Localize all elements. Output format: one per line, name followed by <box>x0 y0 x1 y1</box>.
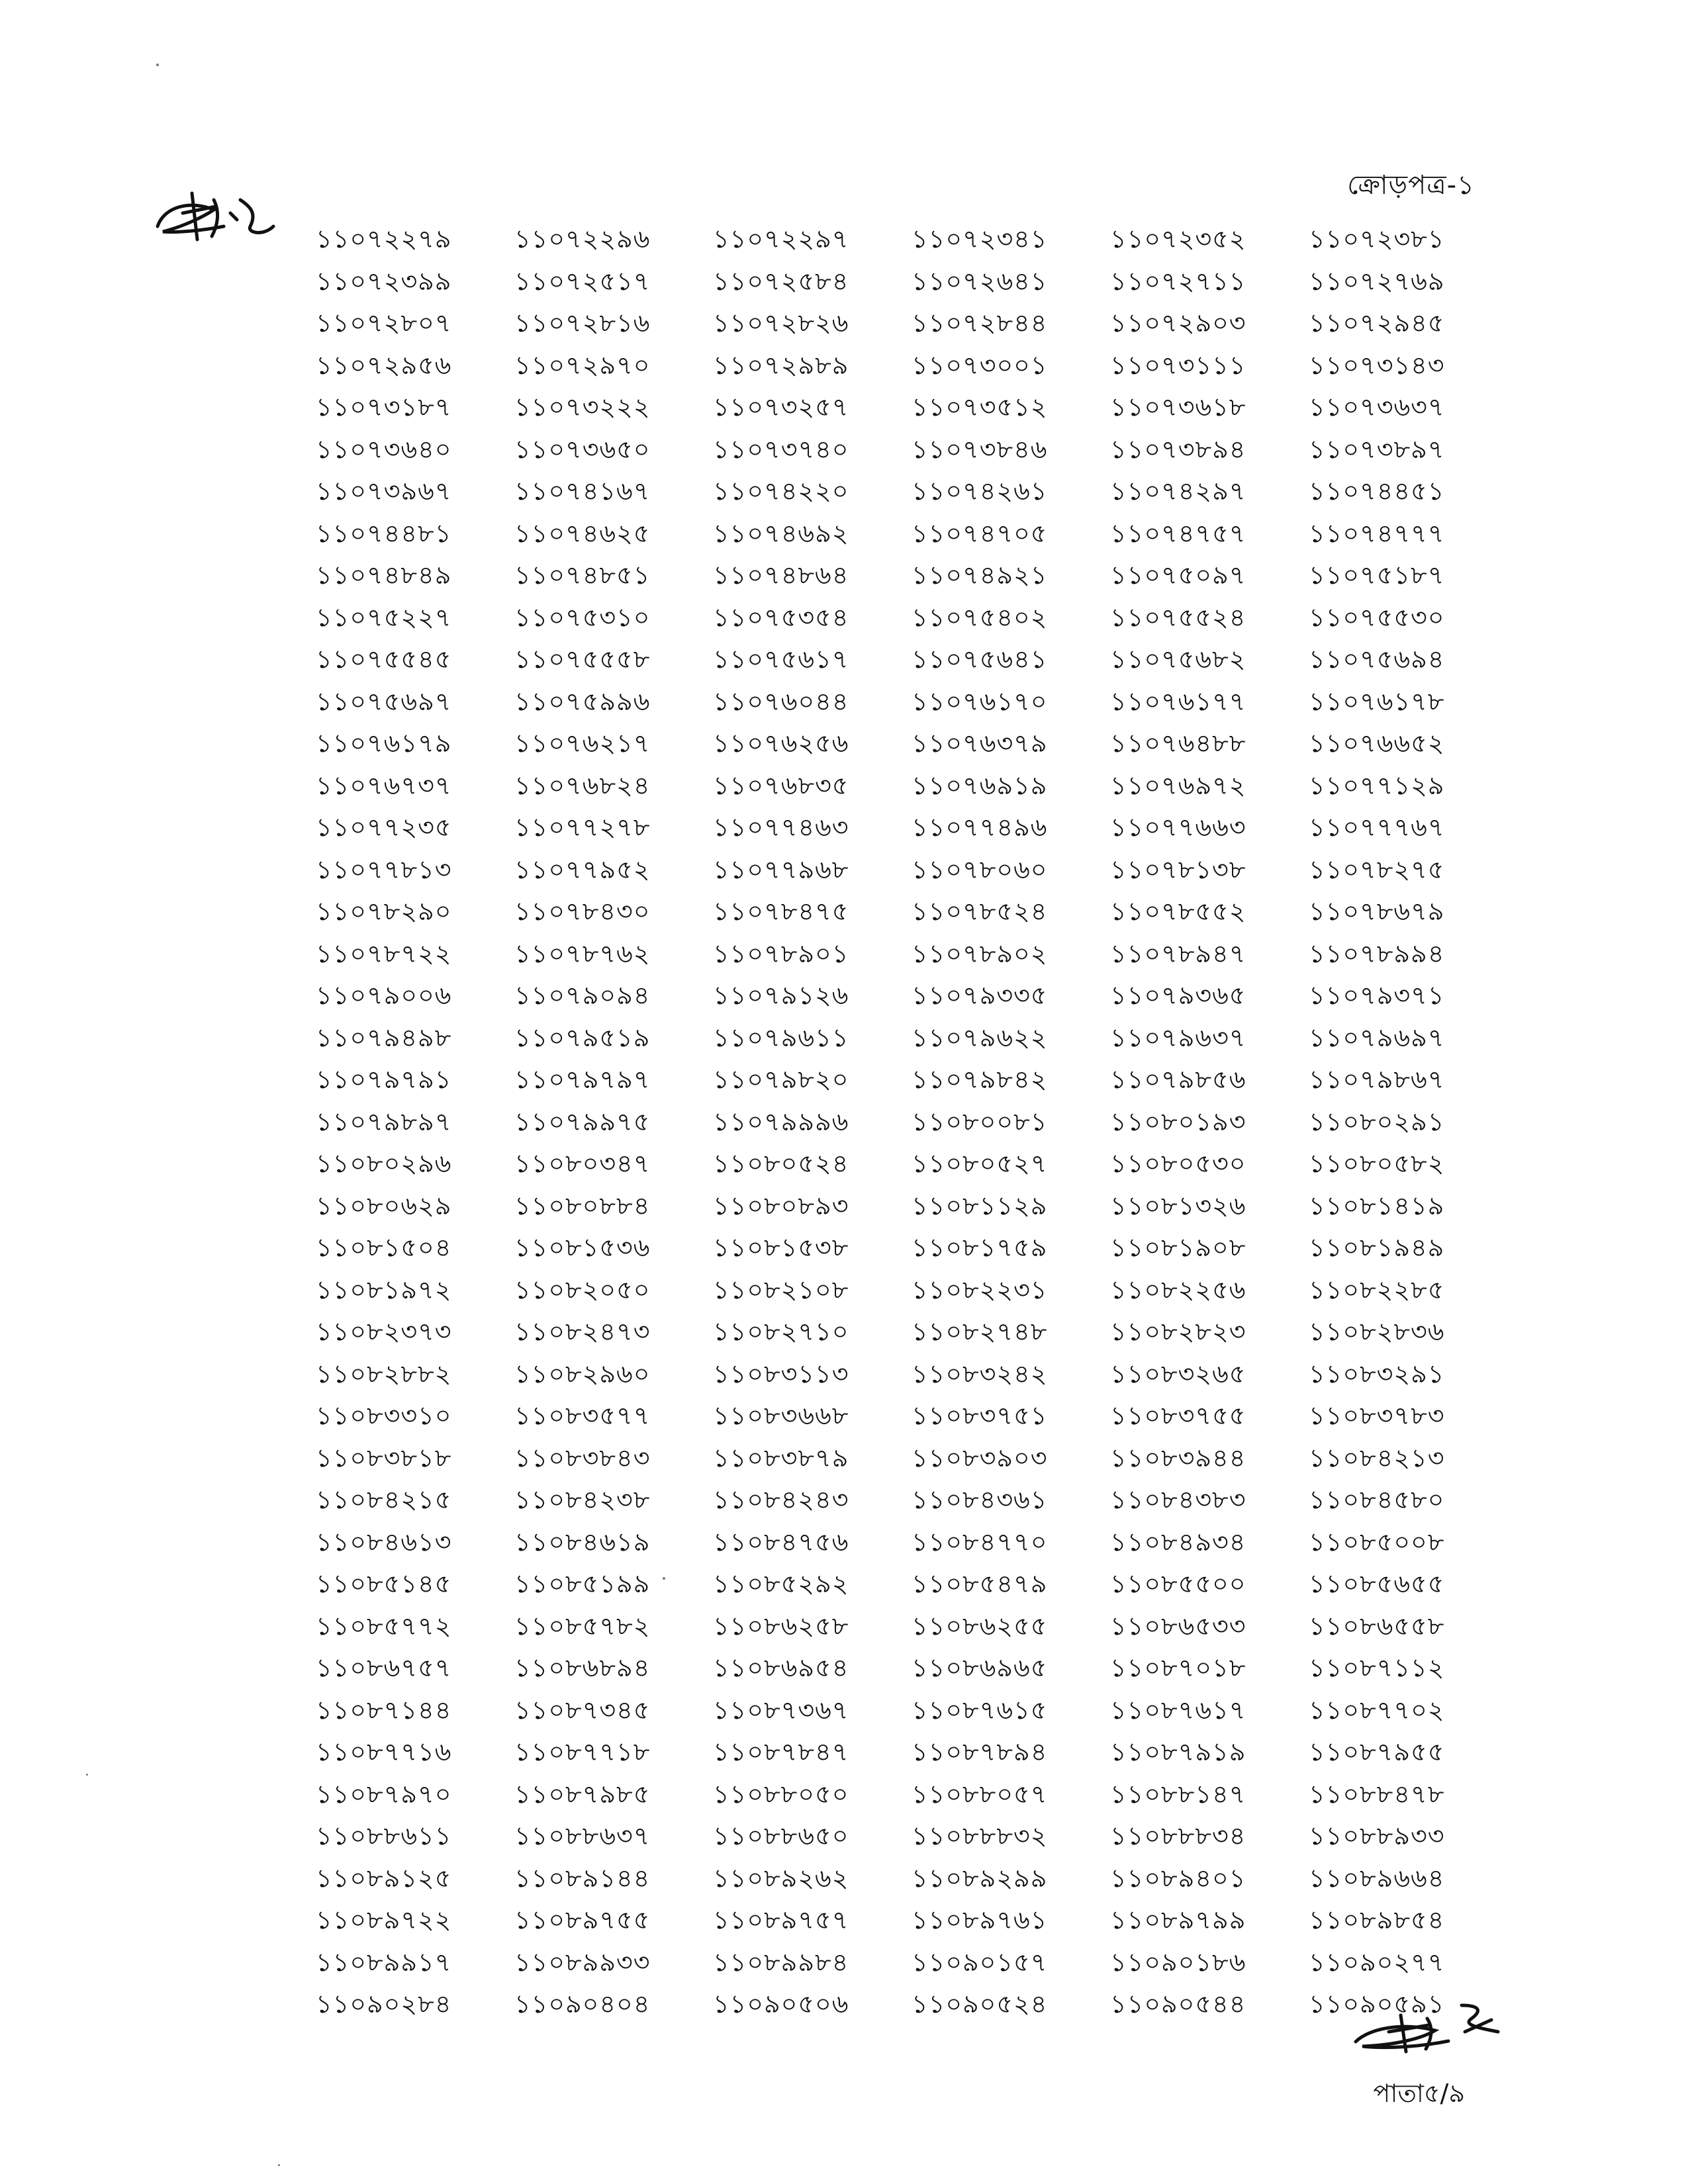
roll-number: ১১০৭৩২৫৭ <box>713 392 849 422</box>
roll-number: ১১০৭৫৫৪৫ <box>316 645 452 674</box>
roll-number: ১১০৮৩৮৭৯ <box>713 1443 849 1473</box>
roll-number: ১১০৭৪৭০৫ <box>912 518 1048 548</box>
roll-number: ১১০৭৫৬৪১ <box>912 645 1048 674</box>
roll-number: ১১০৭৯৮৬৭ <box>1309 1065 1445 1094</box>
roll-number: ১১০৮২৮২৩ <box>1110 1317 1246 1346</box>
roll-number: ১১০৭৯৯৭৫ <box>514 1107 651 1136</box>
roll-number: ১১০৮৫২৯২ <box>713 1569 849 1598</box>
roll-number: ১১০৭৪৭৭৭ <box>1309 518 1445 548</box>
roll-number: ১১০৮২৩৭৩ <box>316 1317 452 1346</box>
roll-number: ১১০৮৩৭৫৫ <box>1110 1401 1246 1430</box>
roll-number: ১১০৮১৩২৬ <box>1110 1191 1246 1220</box>
roll-number: ১১০৭৬৯৭২ <box>1110 770 1246 800</box>
roll-number: ১১০৭৭৪৬৩ <box>713 813 849 842</box>
roll-number: ১১০৭৫৩৫৪ <box>713 602 849 632</box>
roll-number: ১১০৭৯০০৬ <box>316 981 452 1010</box>
page-number: পাতা৫/৯ <box>1373 2079 1465 2108</box>
roll-number: ১১০৮৩৯০৩ <box>912 1443 1048 1473</box>
roll-number: ১১০৮০৮৯৩ <box>713 1191 849 1220</box>
roll-number: ১১০৮১৫০৪ <box>316 1233 452 1262</box>
roll-number: ১১০৭২৭১১ <box>1110 266 1246 296</box>
roll-number: ১১০৮১১২৯ <box>912 1191 1048 1220</box>
roll-number: ১১০৮১৫৩৬ <box>514 1233 651 1262</box>
roll-number: ১১০৮১৫৩৮ <box>713 1233 849 1262</box>
roll-number: ১১০৮৭৬১৭ <box>1110 1695 1246 1725</box>
roll-number: ১১০৮৪৭৭০ <box>912 1527 1048 1557</box>
roll-number: ১১০৭৪৬২৫ <box>514 518 651 548</box>
roll-number: ১১০৭৪৮৫১ <box>514 561 651 590</box>
roll-number: ১১০৮৩২৬৫ <box>1110 1359 1246 1388</box>
roll-number: ১১০৮০৫৩০ <box>1110 1149 1246 1178</box>
roll-number: ১১০৭৬৪৮৮ <box>1110 729 1246 758</box>
roll-number: ১১০৭৬২৫৬ <box>713 729 849 758</box>
roll-number: ১১০৭৫০৯৭ <box>1110 561 1246 590</box>
roll-number: ১১০৮৮১৪৭ <box>1110 1779 1246 1809</box>
roll-number: ১১০৮৯৯৮৪ <box>713 1947 849 1977</box>
roll-number: ১১০৭৯৭৯১ <box>316 1065 452 1094</box>
roll-number: ১১০৮৩৫৭৭ <box>514 1401 651 1430</box>
roll-number: ১১০৮৬৯৫৪ <box>713 1653 849 1682</box>
roll-number: ১১০৭৩৬১৮ <box>1110 392 1246 422</box>
roll-number: ১১০৭৯৬৯৭ <box>1309 1023 1445 1052</box>
roll-number: ১১০৮০৮৮৪ <box>514 1191 651 1220</box>
roll-number: ১১০৮৯৯৩৩ <box>514 1947 651 1977</box>
roll-number: ১১০৭২২৯৬ <box>514 224 651 253</box>
roll-number: ১১০৭৭২৩৫ <box>316 813 452 842</box>
roll-number: ১১০৭৫১৮৭ <box>1309 561 1445 590</box>
roll-number: ১১০৭৫৬৮২ <box>1110 645 1246 674</box>
roll-number: ১১০৮২২৫৬ <box>1110 1275 1246 1304</box>
roll-number: ১১০৮০০৮১ <box>912 1107 1048 1136</box>
roll-number: ১১০৭৩০০১ <box>912 350 1048 380</box>
roll-number: ১১০৮৫৭৭২ <box>316 1611 452 1641</box>
roll-number: ১১০৯০১৫৭ <box>912 1947 1048 1977</box>
roll-number: ১১০৭৬৩৭৯ <box>912 729 1048 758</box>
roll-number: ১১০৭৯৮২০ <box>713 1065 849 1094</box>
roll-number: ১১০৭৫৫৩০ <box>1309 602 1445 632</box>
roll-number: ১১০৭৯৯৯৬ <box>713 1107 849 1136</box>
roll-number: ১১০৮২২৮৫ <box>1309 1275 1445 1304</box>
roll-number: ১১০৮৭৭১৬ <box>316 1737 452 1766</box>
roll-number: ১১০৭৬১৭৭ <box>1110 686 1246 716</box>
roll-number: ১১০৮৭৩৪৫ <box>514 1695 651 1725</box>
roll-number: ১১০৭৯৩৬৫ <box>1110 981 1246 1010</box>
roll-number: ১১০৭২৮২৬ <box>713 308 849 338</box>
roll-number: ১১০৮১৪১৯ <box>1309 1191 1445 1220</box>
roll-number: ১১০৭৮৫২৪ <box>912 897 1048 926</box>
roll-number: ১১০৭২৩৪১ <box>912 224 1048 253</box>
annex-label: ক্রোড়পত্র-১ <box>1347 170 1475 201</box>
roll-number: ১১০৮৭৯৫৫ <box>1309 1737 1445 1766</box>
roll-number: ১১০৭২৭৬৯ <box>1309 266 1445 296</box>
roll-number: ১১০৭৮৪৭৫ <box>713 897 849 926</box>
roll-number: ১১০৭৮৯৪৭ <box>1110 938 1246 968</box>
roll-number: ১১০৮৮৪৭৮ <box>1309 1779 1445 1809</box>
roll-number: ১১০৭৪৯২১ <box>912 561 1048 590</box>
roll-number-table <box>316 218 1507 2026</box>
roll-number: ১১০৮২৯৬০ <box>514 1359 651 1388</box>
roll-number: ১১০৮৩১১৩ <box>713 1359 849 1388</box>
roll-number: ১১০৭৬১৭৯ <box>316 729 452 758</box>
roll-number: ১১০৭৫৫৫৮ <box>514 645 651 674</box>
roll-number: ১১০৮৭৩৬৭ <box>713 1695 849 1725</box>
roll-number: ১১০৮৯২৬২ <box>713 1863 849 1893</box>
roll-number: ১১০৭৮০৬০ <box>912 854 1048 884</box>
roll-number: ১১০৭৯৩৭১ <box>1309 981 1445 1010</box>
roll-number: ১১০৭২৯৭০ <box>514 350 651 380</box>
roll-number: ১১০৭২৩৮১ <box>1309 224 1445 253</box>
roll-number: ১১০৭৭৪৯৬ <box>912 813 1048 842</box>
roll-number: ১১০৭৮২৯০ <box>316 897 452 926</box>
roll-number: ১১০৭৯৭৯৭ <box>514 1065 651 1094</box>
roll-number: ১১০৮৫৫০০ <box>1110 1569 1246 1598</box>
roll-number: ১১০৭৭৯৬৮ <box>713 854 849 884</box>
roll-number: ১১০৭৩১৮৭ <box>316 392 452 422</box>
roll-number: ১১০৮৩২৪২ <box>912 1359 1048 1388</box>
roll-number: ১১০৮৬৫৫৮ <box>1309 1611 1445 1641</box>
roll-number: ১১০৭৬৯১৯ <box>912 770 1048 800</box>
roll-number: ১১০৭৮৬৭৯ <box>1309 897 1445 926</box>
roll-number: ১১০৭৬৭৩৭ <box>316 770 452 800</box>
roll-number: ১১০৭৬৮২৪ <box>514 770 651 800</box>
roll-number: ১১০৮০২৯১ <box>1309 1107 1445 1136</box>
roll-number: ১১০৭৪৮৬৪ <box>713 561 849 590</box>
roll-number: ১১০৭৩৫১২ <box>912 392 1048 422</box>
roll-number: ১১০৮০২৯৬ <box>316 1149 452 1178</box>
roll-number: ১১০৮৭৮৯৪ <box>912 1737 1048 1766</box>
roll-number: ১১০৮৩২৯১ <box>1309 1359 1445 1388</box>
roll-number: ১১০৭৮২৭৫ <box>1309 854 1445 884</box>
roll-number: ১১০৭৯৮৯৭ <box>316 1107 452 1136</box>
roll-number: ১১০৭২৬৪১ <box>912 266 1048 296</box>
scan-speck <box>156 64 159 66</box>
roll-number: ১১০৭৭৮১৩ <box>316 854 452 884</box>
roll-number: ১১০৮৪৫৮০ <box>1309 1485 1445 1514</box>
roll-number: ১১০৮৪৭৫৬ <box>713 1527 849 1557</box>
roll-number: ১১০৭২৮৪৪ <box>912 308 1048 338</box>
roll-number: ১১০৮৪৩৮৩ <box>1110 1485 1246 1514</box>
roll-number: ১১০৮৯৭৯৯ <box>1110 1905 1246 1934</box>
roll-number: ১১০৮৮০৫৭ <box>912 1779 1048 1809</box>
roll-number: ১১০৮২২৩১ <box>912 1275 1048 1304</box>
roll-number: ১১০৭২২৭৯ <box>316 224 452 253</box>
roll-number: ১১০৮৯২৯৯ <box>912 1863 1048 1893</box>
roll-number: ১১০৮৫০০৮ <box>1309 1527 1445 1557</box>
roll-number: ১১০৮৩৮৪৩ <box>514 1443 651 1473</box>
roll-number: ১১০৭৯৮৪২ <box>912 1065 1048 1094</box>
roll-number: ১১০৭৪৬৯২ <box>713 518 849 548</box>
roll-number: ১১০৮৫১৪৫ <box>316 1569 452 1598</box>
roll-number: ১১০৮৪৯৩৪ <box>1110 1527 1246 1557</box>
roll-number: ১১০৮৩৭৫১ <box>912 1401 1048 1430</box>
roll-number: ১১০৭৫২২৭ <box>316 602 452 632</box>
roll-number: ১১০৮৪২৩৮ <box>514 1485 651 1514</box>
scan-speck <box>86 1774 88 1776</box>
roll-number: ১১০৭৬৬৫২ <box>1309 729 1445 758</box>
roll-number: ১১০৭৫৫২৪ <box>1110 602 1246 632</box>
roll-number: ১১০৭৮৭৬২ <box>514 938 651 968</box>
roll-number: ১১০৭৯৪৯৮ <box>316 1023 452 1052</box>
roll-number: ১১০৭৫৬৯৪ <box>1309 645 1445 674</box>
roll-number: ১১০৭৮৫৫২ <box>1110 897 1246 926</box>
roll-number: ১১০৭২৯৪৫ <box>1309 308 1445 338</box>
roll-number: ১১০৮৪২১৩ <box>1309 1443 1445 1473</box>
roll-number: ১১০৭৯০৯৪ <box>514 981 651 1010</box>
roll-number: ১১০৭৬১৭৮ <box>1309 686 1445 716</box>
roll-number: ১১০৮৯৪০১ <box>1110 1863 1246 1893</box>
roll-number: ১১০৮৮৮৩২ <box>912 1821 1048 1850</box>
roll-number: ১১০৭৩৯৬৭ <box>316 477 452 506</box>
roll-number: ১১০৮৬২৫৫ <box>912 1611 1048 1641</box>
roll-number: ১১০৯০৪০৪ <box>514 1989 651 2019</box>
roll-number: ১১০৭৫৩১০ <box>514 602 651 632</box>
roll-number: ১১০৮৭৯৭০ <box>316 1779 452 1809</box>
roll-number: ১১০৭৬২১৭ <box>514 729 651 758</box>
roll-number: ১১০৭৬০৪৪ <box>713 686 849 716</box>
roll-number: ১১০৭৪২২০ <box>713 477 849 506</box>
roll-number: ১১০৮৮৮৩৪ <box>1110 1821 1246 1850</box>
roll-number: ১১০৭৪২৬১ <box>912 477 1048 506</box>
roll-number: ১১০৮৯৭৫৫ <box>514 1905 651 1934</box>
roll-number: ১১০৭৩৭৪০ <box>713 434 849 464</box>
roll-number: ১১০৭২৫১৭ <box>514 266 651 296</box>
roll-number: ১১০৮৭৭০২ <box>1309 1695 1445 1725</box>
roll-number: ১১০৮১৯৪৯ <box>1309 1233 1445 1262</box>
roll-number: ১১০৭৮৪৩০ <box>514 897 651 926</box>
roll-number: ১১০৮৭০১৮ <box>1110 1653 1246 1682</box>
roll-number: ১১০৭৪৮৪৯ <box>316 561 452 590</box>
roll-number: ১১০৭৩১৪৩ <box>1309 350 1445 380</box>
roll-number: ১১০৭৩৮৯৭ <box>1309 434 1445 464</box>
roll-number: ১১০৭৩৮৯৪ <box>1110 434 1246 464</box>
roll-number: ১১০৮৮৬৫০ <box>713 1821 849 1850</box>
roll-number: ১১০৮৯৬৬৪ <box>1309 1863 1445 1893</box>
roll-number: ১১০৮৬৭৫৭ <box>316 1653 452 1682</box>
roll-number: ১১০৭৩৬৩৭ <box>1309 392 1445 422</box>
roll-number: ১১০৭৯৫১৯ <box>514 1023 651 1052</box>
roll-number: ১১০৮৬৮৯৪ <box>514 1653 651 1682</box>
roll-number: ১১০৭৮৯৯৪ <box>1309 938 1445 968</box>
roll-number: ১১০৮৭৯১৯ <box>1110 1737 1246 1766</box>
roll-number: ১১০৮৬২৫৮ <box>713 1611 849 1641</box>
roll-number: ১১০৯০২৭৭ <box>1309 1947 1445 1977</box>
roll-number: ১১০৭২৫৮৪ <box>713 266 849 296</box>
roll-number: ১১০৮৫১৯৯ <box>514 1569 651 1598</box>
roll-number: ১১০৮০৩৪৭ <box>514 1149 651 1178</box>
roll-number: ১১০৮২১০৮ <box>713 1275 849 1304</box>
roll-number: ১১০৭৮৭২২ <box>316 938 452 968</box>
roll-number: ১১০৭২৯৫৬ <box>316 350 452 380</box>
roll-number: ১১০৭৯৩৩৫ <box>912 981 1048 1010</box>
roll-number: ১১০৮৮৬১১ <box>316 1821 452 1850</box>
roll-number: ১১০৮৩৭৮৩ <box>1309 1401 1445 1430</box>
roll-number: ১১০৮০৫২৪ <box>713 1149 849 1178</box>
roll-number: ১১০৭৩৬৪০ <box>316 434 452 464</box>
roll-number: ১১০৮৪৬১৩ <box>316 1527 452 1557</box>
roll-number: ১১০৮৪৬১৯ <box>514 1527 651 1557</box>
roll-number: ১১০৮৭৯৮৫ <box>514 1779 651 1809</box>
roll-number: ১১০৮৭১১২ <box>1309 1653 1445 1682</box>
roll-number: ১১০৮৮৬৩৭ <box>514 1821 651 1850</box>
roll-number: ১১০৮৭৬১৫ <box>912 1695 1048 1725</box>
roll-number: ১১০৭৫৯৯৬ <box>514 686 651 716</box>
roll-number: ১১০৭২৮০৭ <box>316 308 452 338</box>
roll-number: ১১০৯০৫৪৪ <box>1110 1989 1246 2019</box>
roll-number: ১১০৭৯৬২২ <box>912 1023 1048 1052</box>
roll-number: ১১০৭৭৯৫২ <box>514 854 651 884</box>
roll-number: ১১০৭৪১৬৭ <box>514 477 651 506</box>
signature-mark <box>151 180 303 253</box>
roll-number: ১১০৭৭৭৬৭ <box>1309 813 1445 842</box>
roll-number: ১১০৭৭১২৯ <box>1309 770 1445 800</box>
roll-number: ১১০৭৯৬১১ <box>713 1023 849 1052</box>
roll-number: ১১০৮০৬২৯ <box>316 1191 452 1220</box>
roll-number: ১১০৮৩৯৪৪ <box>1110 1443 1246 1473</box>
roll-number: ১১০৭৮৯০১ <box>713 938 849 968</box>
roll-number: ১১০৭২৩৯৯ <box>316 266 452 296</box>
roll-number: ১১০৮৩৬৬৮ <box>713 1401 849 1430</box>
roll-number: ১১০৭৬৮৩৫ <box>713 770 849 800</box>
roll-number: ১১০৮৮৯৩৩ <box>1309 1821 1445 1850</box>
roll-number: ১১০৭৯৬৩৭ <box>1110 1023 1246 1052</box>
roll-number: ১১০৭২৯৮৯ <box>713 350 849 380</box>
roll-number: ১১০৮৪২১৫ <box>316 1485 452 1514</box>
roll-number: ১১০৮৩৮১৮ <box>316 1443 452 1473</box>
roll-number: ১১০৯০১৮৬ <box>1110 1947 1246 1977</box>
roll-number: ১১০৭২৩৫২ <box>1110 224 1246 253</box>
roll-number: ১১০৭৪২৯৭ <box>1110 477 1246 506</box>
roll-number: ১১০৯০২৮৪ <box>316 1989 452 2019</box>
roll-number: ১১০৭২৮১৬ <box>514 308 651 338</box>
roll-number: ১১০৮২৮৩৬ <box>1309 1317 1445 1346</box>
roll-number: ১১০৭৫৪০২ <box>912 602 1048 632</box>
roll-number: ১১০৮৩৩১০ <box>316 1401 452 1430</box>
roll-number: ১১০৮৯১২৫ <box>316 1863 452 1893</box>
roll-number: ১১০৯০৫০৬ <box>713 1989 849 2019</box>
roll-number: ১১০৮২৭১০ <box>713 1317 849 1346</box>
roll-number: ১১০৮১৭৫৯ <box>912 1233 1048 1262</box>
roll-number: ১১০৮৪৩৬১ <box>912 1485 1048 1514</box>
roll-number: ১১০৭২২৯৭ <box>713 224 849 253</box>
roll-number: ১১০৮৫৪৭৯ <box>912 1569 1048 1598</box>
roll-number: ১১০৯০৫২৪ <box>912 1989 1048 2019</box>
roll-number: ১১০৮৯১৪৪ <box>514 1863 651 1893</box>
roll-number: ১১০৭৩১১১ <box>1110 350 1246 380</box>
roll-number: ১১০৭৮১৩৮ <box>1110 854 1246 884</box>
roll-number: ১১০৮৭১৪৪ <box>316 1695 452 1725</box>
roll-number: ১১০৮২০৫০ <box>514 1275 651 1304</box>
roll-number: ১১০৭৫৬১৭ <box>713 645 849 674</box>
roll-number: ১১০৮৯৭৬১ <box>912 1905 1048 1934</box>
roll-number: ১১০৮৮০৫০ <box>713 1779 849 1809</box>
roll-number: ১১০৮৪২৪৩ <box>713 1485 849 1514</box>
roll-number: ১১০৭৪৪৫১ <box>1309 477 1445 506</box>
roll-number: ১১০৭৯৮৫৬ <box>1110 1065 1246 1094</box>
roll-number: ১১০৭৬১৭০ <box>912 686 1048 716</box>
roll-number: ১১০৭৭৬৬৩ <box>1110 813 1246 842</box>
roll-number: ১১০৭৫৬৯৭ <box>316 686 452 716</box>
scan-speck <box>663 1577 665 1580</box>
roll-number: ১১০৮২৮৮২ <box>316 1359 452 1388</box>
roll-number: ১১০৮০৫২৭ <box>912 1149 1048 1178</box>
roll-number: ১১০৮৯৭৫৭ <box>713 1905 849 1934</box>
roll-number: ১১০৮৯৭২২ <box>316 1905 452 1934</box>
roll-number: ১১০৮৭৭১৮ <box>514 1737 651 1766</box>
roll-number: ১১০৮৬৫৩৩ <box>1110 1611 1246 1641</box>
roll-number: ১১০৭৪৪৮১ <box>316 518 452 548</box>
roll-number: ১১০৭৩২২২ <box>514 392 651 422</box>
roll-number: ১১০৮৬৯৬৫ <box>912 1653 1048 1682</box>
roll-number: ১১০৮০১৯৩ <box>1110 1107 1246 1136</box>
scan-speck <box>278 2164 280 2166</box>
roll-number: ১১০৮১৯৭২ <box>316 1275 452 1304</box>
roll-number: ১১০৭৩৮৪৬ <box>912 434 1048 464</box>
roll-number: ১১০৮৯৯১৭ <box>316 1947 452 1977</box>
roll-number: ১১০৭৯১২৬ <box>713 981 849 1010</box>
roll-number: ১১০৮২৭৪৮ <box>912 1317 1048 1346</box>
roll-number: ১১০৭৭২৭৮ <box>514 813 651 842</box>
roll-number: ১১০৭৮৯০২ <box>912 938 1048 968</box>
roll-number: ১১০৮৫৭৮২ <box>514 1611 651 1641</box>
roll-number: ১১০৮৭৮৪৭ <box>713 1737 849 1766</box>
roll-number: ১১০৮০৫৮২ <box>1309 1149 1445 1178</box>
roll-number: ১১০৭৩৬৫০ <box>514 434 651 464</box>
roll-number: ১১০৮১৯০৮ <box>1110 1233 1246 1262</box>
roll-number: ১১০৮২৪৭৩ <box>514 1317 651 1346</box>
roll-number: ১১০৮৯৮৫৪ <box>1309 1905 1445 1934</box>
roll-number: ১১০৮৫৬৫৫ <box>1309 1569 1445 1598</box>
signature-mark <box>1349 1992 1515 2065</box>
roll-number: ১১০৯০৫৯১ <box>1309 1989 1445 2019</box>
roll-number: ১১০৭৪৭৫৭ <box>1110 518 1246 548</box>
roll-number: ১১০৭২৯০৩ <box>1110 308 1246 338</box>
